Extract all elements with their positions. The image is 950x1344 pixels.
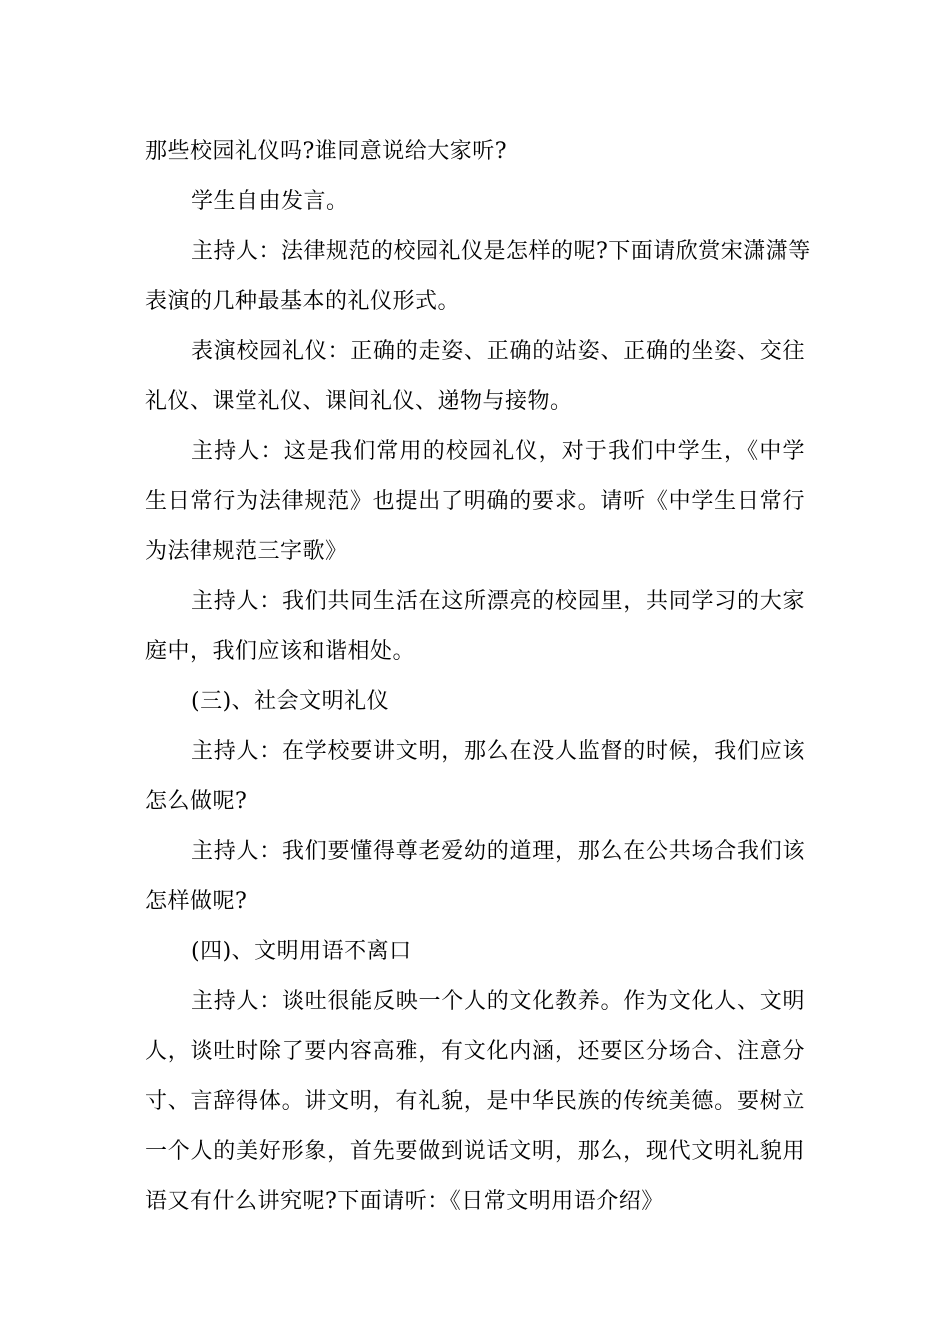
text-line: 生日常行为法律规范》也提出了明确的要求。请听《中学生日常行 [145, 489, 805, 514]
text-line: 主持人：我们共同生活在这所漂亮的校园里，共同学习的大家 [191, 589, 805, 614]
text-line: 主持人：这是我们常用的校园礼仪，对于我们中学生，《中学 [191, 439, 805, 464]
text-line: 主持人：在学校要讲文明，那么在没人监督的时候，我们应该 [191, 739, 805, 764]
text-line: 主持人：法律规范的校园礼仪是怎样的呢?下面请欣赏宋潇潇等 [191, 239, 811, 264]
text-line: 庭中，我们应该和谐相处。 [145, 639, 416, 664]
text-line: 人，谈吐时除了要内容高雅，有文化内涵，还要区分场合、注意分 [145, 1039, 805, 1064]
section-heading: (三)、社会文明礼仪 [191, 689, 390, 714]
text-line: 表演校园礼仪：正确的走姿、正确的站姿、正确的坐姿、交往 [191, 339, 805, 364]
text-line: 怎样做呢? [145, 889, 248, 914]
text-line: 那些校园礼仪吗?谁同意说给大家听? [145, 139, 508, 164]
text-line: 寸、言辞得体。讲文明，有礼貌，是中华民族的传统美德。要树立 [145, 1089, 805, 1114]
section-heading: (四)、文明用语不离口 [191, 939, 412, 964]
text-line: 礼仪、课堂礼仪、课间礼仪、递物与接物。 [145, 389, 573, 414]
text-line: 语又有什么讲究呢?下面请听：《日常文明用语介绍》 [145, 1189, 664, 1214]
text-line: 表演的几种最基本的礼仪形式。 [145, 289, 461, 314]
text-line: 怎么做呢? [145, 789, 248, 814]
text-line: 主持人：我们要懂得尊老爱幼的道理，那么在公共场合我们该 [191, 839, 805, 864]
text-line: 为法律规范三字歌》 [145, 539, 348, 564]
text-line: 学生自由发言。 [191, 189, 349, 214]
text-line: 一个人的美好形象，首先要做到说话文明，那么，现代文明礼貌用 [145, 1139, 805, 1164]
text-line: 主持人：谈吐很能反映一个人的文化教养。作为文化人、文明 [191, 989, 805, 1014]
